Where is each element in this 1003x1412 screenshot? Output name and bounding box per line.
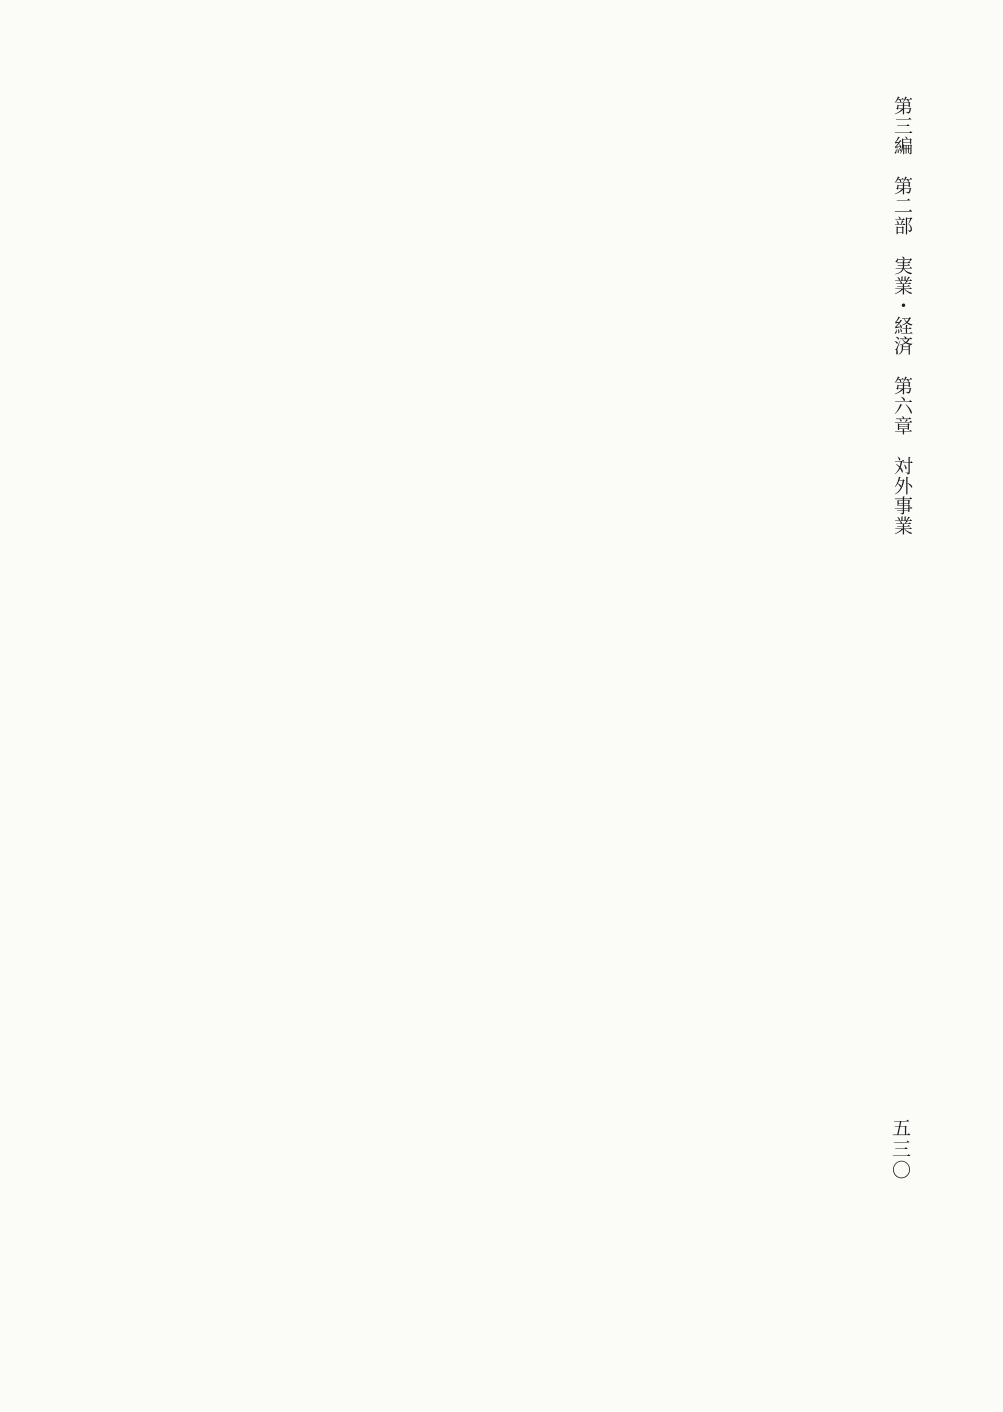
page-number: 五三〇 (889, 1118, 911, 1181)
running-header: 第三編 第二部 実業・経済 第六章 対外事業 (891, 96, 913, 536)
